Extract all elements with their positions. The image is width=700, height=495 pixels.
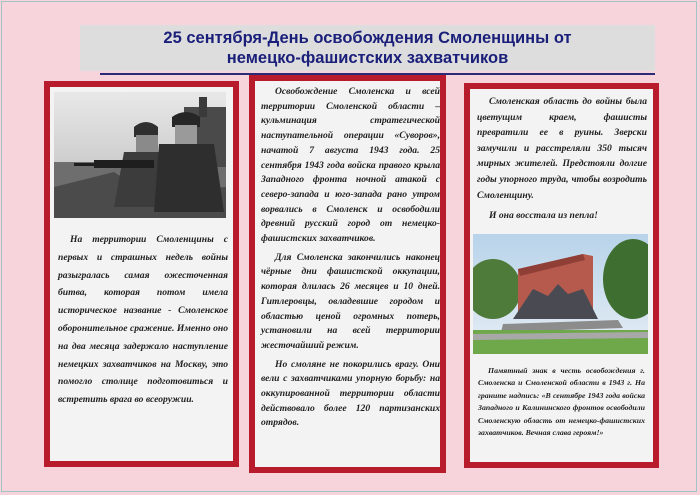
left-panel [44, 81, 239, 467]
middle-panel [249, 75, 446, 473]
soldiers-photo [54, 92, 226, 218]
title-line-2: немецко-фашистских захватчиков [226, 49, 509, 67]
middle-paragraph-1: Освобождение Смоленска и всей территории Смоленской области – кульминация стратегической наступательной операции «Суворов», начатой 7 августа 1943 года. 25 сентября 1943 года войска правого крыла Западного фронта ночной атакой с северо-запада и юго-запада рано утром ворвались в Смоленск и освободили древний русский город от немецко-фашистских захватчиков. [261, 86, 440, 245]
right-exclamation: И она восстала из пепла! [489, 210, 598, 222]
page-title [80, 25, 655, 71]
left-panel-text [58, 231, 228, 409]
memorial-caption [478, 365, 645, 439]
right-panel [464, 83, 659, 468]
middle-panel-text [261, 85, 440, 435]
caption-text: Памятный знак в честь освобождения г. Смоленска и Смоленской области в 1943 г. На граните надпись: «В сентябре 1943 года войска Западного и Калининского фронтов освободили Смоленскую область от немецко-фашистских захватчиков. Вечная слава героям!» [478, 366, 645, 438]
right-panel-text [477, 94, 647, 224]
middle-paragraph-2: Для Смоленска закончились наконец чёрные дни фашистской оккупации, которая длилась 26 месяцев и 10 дней. Гитлеровцы, овладевшие городом и областью ценой огромных потерь, установили на всей территории жесточайший режим. [261, 251, 440, 351]
title-line-1: 25 сентября-День освобождения Смоленщины от [163, 29, 572, 47]
left-paragraph: На территории Смоленщины с первых и страшных недель войны разыгралась самая ожесточенная битва, которая потом имела историческое название - Смоленское оборонительное сражение. Именно оно на два месяца задержало наступление немецких захватчиков на Москву, это помогло столице подготовиться и встретить врага во всеоружии. [58, 234, 228, 406]
middle-paragraph-3: Но смоляне не покорились врагу. Они вели с захватчиками упорную борьбу: на оккупированной территории области действовало более 120 партизанских отрядов. [261, 358, 440, 429]
memorial-photo [473, 234, 648, 354]
right-paragraph: Смоленская область до войны была цветущим краем, фашисты превратили ее в руины. Зверски замучили и расстреляли 350 тысяч мирных жителей. Предстояли долгие годы упорного труда, чтобы возродить Смоленщину. [477, 96, 647, 201]
